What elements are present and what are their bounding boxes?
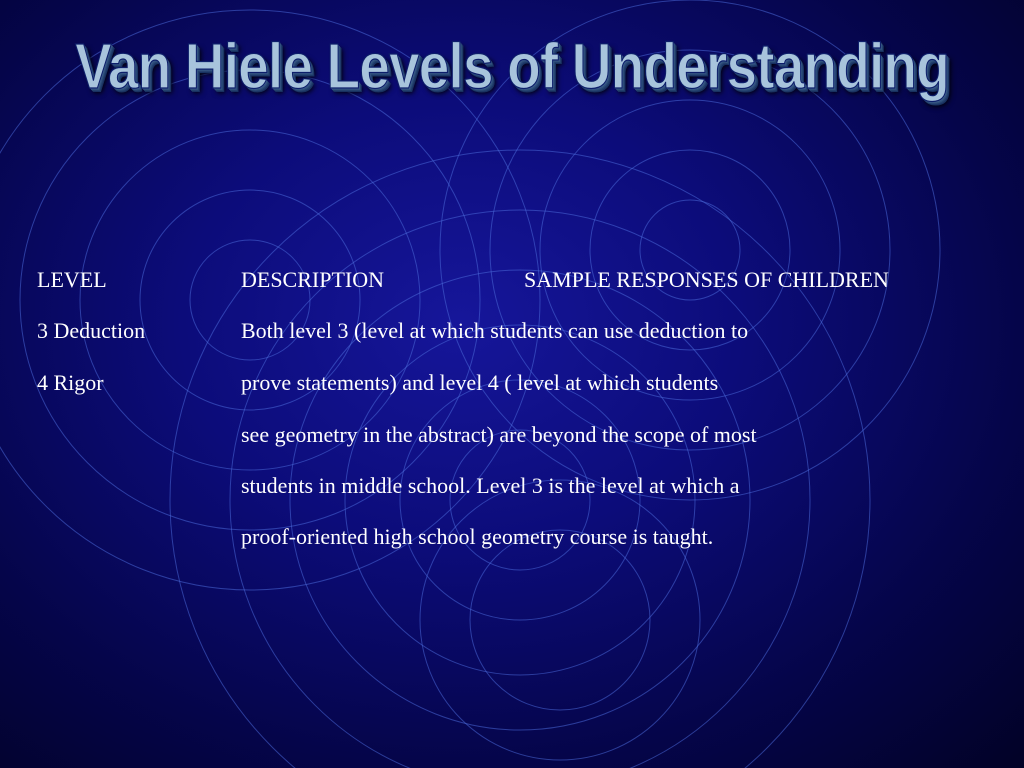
level-label: 3 Deduction [37, 318, 146, 343]
description-line: students in middle school. Level 3 is the level at which a [241, 473, 740, 498]
header-description: DESCRIPTION [241, 267, 385, 292]
description-line: prove statements) and level 4 ( level at which students [241, 370, 719, 395]
description-line: see geometry in the abstract) are beyond the scope of most [241, 422, 757, 447]
description-line: proof-oriented high school geometry course is taught. [241, 524, 714, 549]
description-line: Both level 3 (level at which students can use deduction to [241, 318, 749, 343]
level-label: 4 Rigor [37, 370, 104, 395]
header-sample-responses: SAMPLE RESPONSES OF CHILDREN [524, 267, 889, 292]
slide-title: Van Hiele Levels of Understanding [75, 30, 949, 102]
header-level: LEVEL [37, 267, 107, 292]
